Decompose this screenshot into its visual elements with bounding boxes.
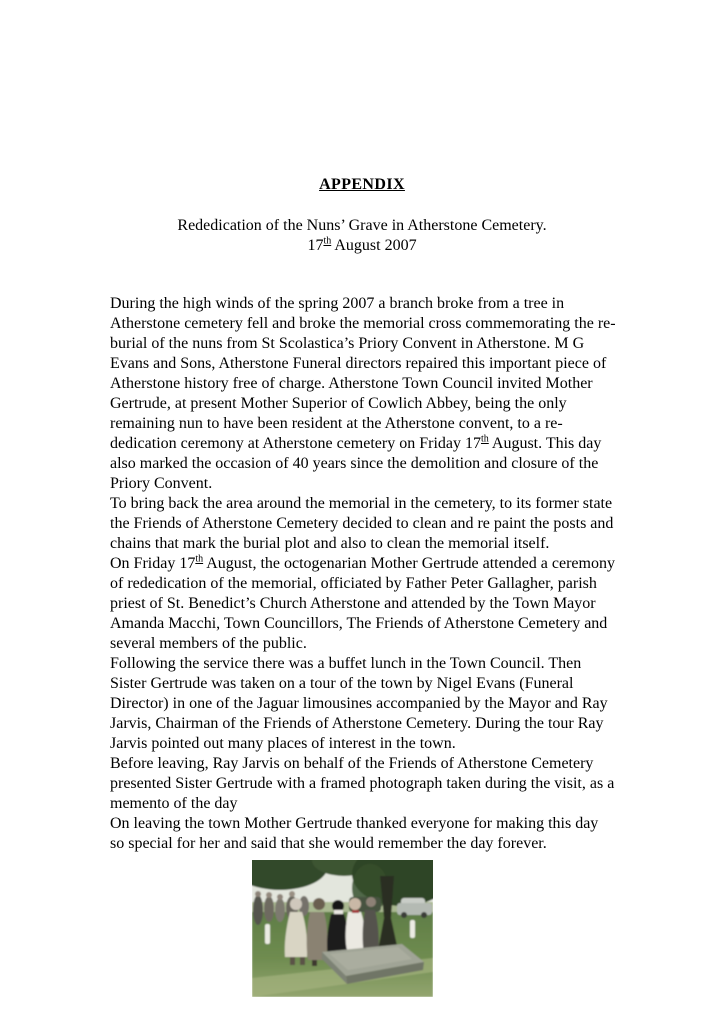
document-subtitle: Rededication of the Nuns’ Grave in Atherstone Cemetery.: [177, 217, 547, 234]
ceremony-photo-graphic: [252, 860, 433, 997]
body-paragraph: On Friday 17th August, the octogenarian Mother Gertrude attended a ceremony of rededication of the memorial, officiated by Father Peter Gallagher, parish priest of St. Benedict’s Church Atherstone and attended by the Town Mayor Amanda Macchi, Town Councillors, The Friends of Atherstone Cemetery and several members of the public.: [110, 553, 615, 652]
subtitle-block: [0, 216, 724, 256]
body-paragraph: Following the service there was a buffet lunch in the Town Council. Then Sister Gertrude was taken on a tour of the town by Nigel Evans (Funeral Director) in one of the Jaguar limousines accompanied by the Mayor and Ray Jarvis, Chairman of the Friends of Atherstone Cemetery. During the tour Ray Jarvis pointed out many places of interest in the town.: [110, 655, 608, 752]
body-paragraph: During the high winds of the spring 2007 a branch broke from a tree in Atherstone cemetery fell and broke the memorial cross commemorating the re-burial of the nuns from St Scolastica’s Priory Convent in Atherstone. M G Evans and Sons, Atherstone Funeral directors repaired this important piece of Atherstone history free of charge. Atherstone Town Council invited Mother Gertrude, at present Mother Superior of Cowlich Abbey, being the only remaining nun to have been resident at the Atherstone convent, to a re-dedication ceremony at Atherstone cemetery on Friday 17th August. This day also marked the occasion of 40 years since the demolition and closure of the Priory Convent.: [110, 295, 616, 492]
body-paragraph: On leaving the town Mother Gertrude thanked everyone for making this day so special for her and said that she would remember the day forever.: [110, 815, 599, 852]
appendix-heading: APPENDIX: [319, 176, 405, 193]
body-paragraph: Before leaving, Ray Jarvis on behalf of the Friends of Atherstone Cemetery presented Sister Gertrude with a framed photograph taken during the visit, as a memento of the day: [110, 755, 615, 812]
document-body: [110, 294, 616, 854]
body-paragraph: To bring back the area around the memorial in the cemetery, to its former state the Friends of Atherstone Cemetery decided to clean and re paint the posts and chains that mark the burial plot and also to clean the memorial itself.: [110, 495, 614, 552]
document-date: 17th August 2007: [307, 235, 417, 254]
ceremony-photo: [252, 860, 433, 997]
